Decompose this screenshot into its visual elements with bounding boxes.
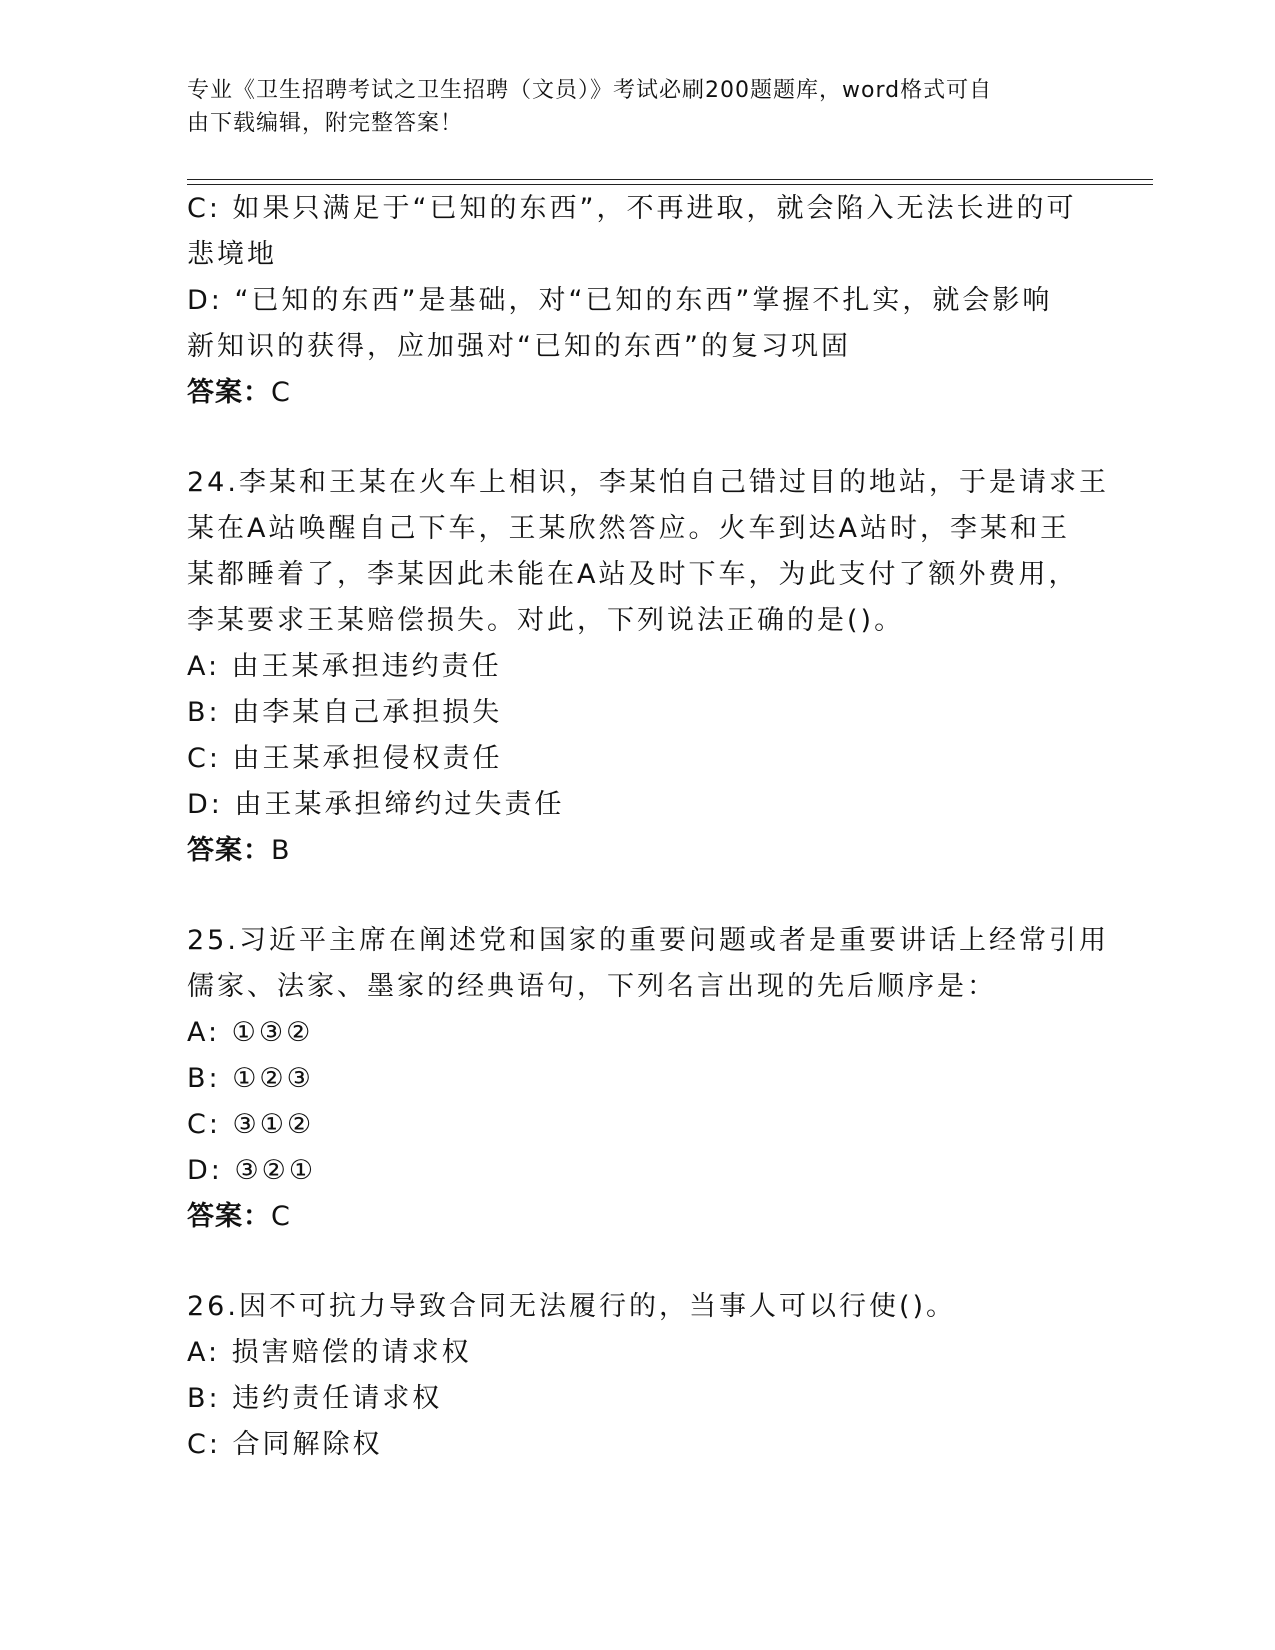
- document-header: [187, 74, 1067, 140]
- answer-label: 答案：: [187, 377, 271, 408]
- question-stem-line-1: 25.习近平主席在阐述党和国家的重要问题或者是重要讲话上经常引用: [187, 925, 1109, 956]
- answer-value: B: [271, 835, 291, 866]
- question-24: [187, 460, 1109, 874]
- option-c-line-1: C: 如果只满足于“已知的东西”，不再进取，就会陷入无法长进的可: [187, 193, 1077, 224]
- option-b: B: 由李某自己承担损失: [187, 697, 503, 728]
- header-divider-bottom: [187, 184, 1153, 185]
- header-title-line-1: 专业《卫生招聘考试之卫生招聘（文员）》考试必刷200题题库，word格式可自: [187, 78, 993, 103]
- answer-24: [187, 828, 1087, 874]
- option-d: D: ③②①: [187, 1155, 317, 1186]
- header-divider-top: [187, 179, 1153, 180]
- answer-23: [187, 370, 1087, 416]
- option-b: B: ①②③: [187, 1063, 314, 1094]
- answer-25: [187, 1194, 1087, 1240]
- option-a: A: ①③②: [187, 1017, 314, 1048]
- option-d-line-1: D: “已知的东西”是基础，对“已知的东西”掌握不扎实，就会影响: [187, 285, 1053, 316]
- question-26: [187, 1284, 1087, 1468]
- option-a: A: 损害赔偿的请求权: [187, 1337, 472, 1368]
- option-b: B: 违约责任请求权: [187, 1383, 443, 1414]
- answer-label: 答案：: [187, 1201, 271, 1232]
- option-d: D: 由王某承担缔约过失责任: [187, 789, 565, 820]
- question-stem-line-4: 李某要求王某赔偿损失。对此，下列说法正确的是()。: [187, 605, 905, 636]
- option-c: C: ③①②: [187, 1109, 315, 1140]
- option-d-line-2: 新知识的获得，应加强对“已知的东西”的复习巩固: [187, 331, 851, 362]
- question-23-tail: [187, 186, 1087, 416]
- option-c: C: 合同解除权: [187, 1429, 383, 1460]
- question-stem-line-1: 26.因不可抗力导致合同无法履行的，当事人可以行使()。: [187, 1291, 957, 1322]
- question-stem-line-2: 某在A站唤醒自己下车，王某欣然答应。火车到达A站时，李某和王: [187, 513, 1070, 544]
- question-stem-line-2: 儒家、法家、墨家的经典语句，下列名言出现的先后顺序是：: [187, 971, 997, 1002]
- option-a: A: 由王某承担违约责任: [187, 651, 502, 682]
- answer-value: C: [271, 377, 291, 408]
- header-title-line-2: 由下载编辑，附完整答案！: [187, 111, 464, 136]
- option-c: C: 由王某承担侵权责任: [187, 743, 503, 774]
- question-list: [187, 186, 1109, 1468]
- question-stem-line-1: 24.李某和王某在火车上相识，李某怕自己错过目的地站，于是请求王: [187, 467, 1109, 498]
- question-stem-line-3: 某都睡着了，李某因此未能在A站及时下车，为此支付了额外费用，: [187, 559, 1079, 590]
- question-25: [187, 918, 1109, 1240]
- answer-value: C: [271, 1201, 291, 1232]
- answer-label: 答案：: [187, 835, 271, 866]
- option-c-line-2: 悲境地: [187, 239, 277, 270]
